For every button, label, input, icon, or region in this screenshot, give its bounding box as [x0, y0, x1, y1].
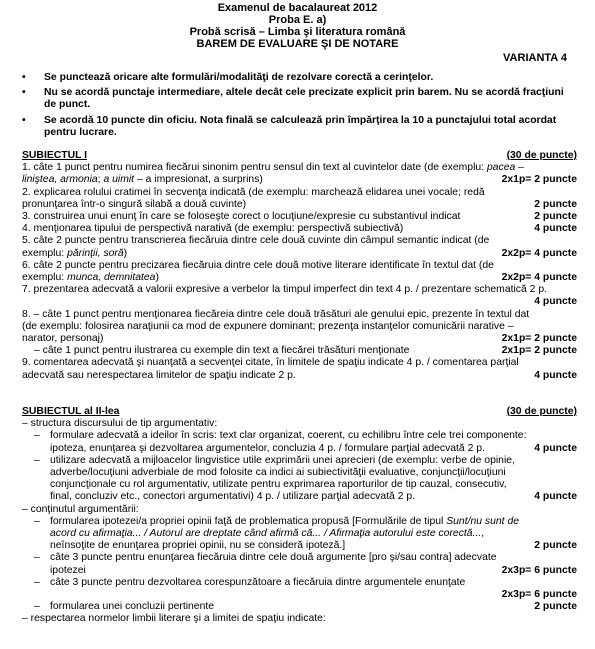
- rule-item: • Se acordă 10 puncte din oficiu. Nota finală se calculează prin împărţirea la 10 a punctajului total acordat pentru lucrare.: [22, 114, 557, 138]
- item-8: 8. – câte 1 punct pentru menţionarea fiecăreia dintre cele două trăsături ale genului epic, prezente în textul dat: [22, 308, 530, 320]
- criterion-item: – formularea unei concluzii pertinente 2 puncte: [34, 601, 577, 613]
- item-4: 4. menţionarea tipului de perspectivă narativă (de exemplu: perspectivă subiectivă) 4 puncte: [22, 223, 577, 235]
- criterion-item: – formularea ipotezei/a propriei opinii faţă de problematica propusă [Formulările de tipul Sunt/nu sunt de: [34, 515, 520, 527]
- item-6: 6. câte 2 puncte pentru precizarea fiecăruia dintre cele două motive literare identificate în textul dat (de: [22, 259, 494, 271]
- item-5: 5. câte 2 puncte pentru transcrierea fiecăruia dintre cele două cuvinte din câmpul semantic indicat (de: [22, 235, 490, 247]
- item-1-cont: liniştea, armonia; a uimit – a impresionat, a surprins) 2x1p= 2 puncte: [22, 174, 577, 186]
- exam-barem-title: BAREM DE EVALUARE ŞI DE NOTARE: [196, 38, 399, 50]
- criterion-content: – conţinutul argumentării:: [22, 503, 139, 515]
- exam-proba: Proba E. a): [268, 14, 327, 26]
- exam-subject: Probă scrisă – Limba şi literatura română: [189, 26, 406, 38]
- criterion-item: – câte 3 puncte pentru enunţarea fiecăruia dintre cele două argumente [pro şi/sau contra] adecvate: [34, 552, 497, 564]
- section-heading: SUBIECTUL al II-lea (30 de puncte): [22, 406, 577, 417]
- rule-item: • Nu se acordă punctaje intermediare, altele decât cele precizate explicit prin barem. Nu se acordă fracţiuni de punct.: [22, 87, 564, 111]
- bullet-icon: •: [22, 72, 26, 83]
- item-8-cont2: narator, personaj) 2x1p= 2 puncte: [22, 333, 577, 345]
- general-rules-list: [22, 72, 577, 142]
- item-5-cont: exemplu: părinţii, soră) 2x2p= 4 puncte: [22, 247, 577, 259]
- item-6-cont: exemplu: munca, demnitatea) 2x2p= 4 puncte: [22, 272, 577, 284]
- document-header: [0, 2, 595, 50]
- criterion-language: – respectarea normelor limbii literare şi a limitei de spaţiu indicate:: [22, 613, 326, 625]
- item-3: 3. construirea unui enunţ în care se foloseşte corect o locuţiune/expresie cu substantivul indicat 2 puncte: [22, 211, 577, 223]
- criterion-item-cont: neînsoţite de enunţarea propriei opinii, nu se consideră ipoteză.] 2 puncte: [50, 540, 577, 552]
- criterion-item: – utilizare adecvată a mijloacelor lingvistice utile exprimării unei aprecieri (de exemplu: verbe de opinie,: [34, 454, 515, 466]
- item-2: 2. explicarea rolului cratimei în secvenţa indicată (de exemplu: marchează elidarea unei vocale; redă: [22, 186, 485, 198]
- criterion-item-cont: adverbe/locuţiuni adverbiale de mod folosite ca indici ai subiectivităţii evaluative, conjuncţii/locuţiuni: [50, 467, 506, 479]
- item-8-sub: – câte 1 punct pentru ilustrarea cu exemple din text a fiecărei trăsături menţionate 2x1p= 2 puncte: [34, 345, 577, 357]
- criterion-item-points: 2x3p= 6 puncte: [501, 589, 577, 601]
- rule-item: • Se punctează oricare alte formulări/modalităţi de rezolvare corectă a cerinţelor.: [22, 72, 434, 83]
- section-subject-1: [22, 150, 577, 382]
- criterion-item-cont: acord cu afirmaţia... / Autorul are dreptate când afirmă că... / Afirmaţia autorului este corectă...,: [50, 528, 485, 540]
- variant-label: VARIANTA 4: [503, 52, 567, 64]
- criterion-item: – câte 3 puncte pentru dezvoltarea corespunzătoare a fiecăruia dintre argumentele enunţate: [34, 576, 466, 588]
- bullet-icon: •: [22, 114, 26, 126]
- item-2-cont: pronunţarea într-o singură silabă a douǎ cuvinte) 2 puncte: [22, 198, 577, 210]
- item-8-cont: (de exemplu: folosirea naraţiunii ca mod de expunere dominant; prezenţa instanţelor comunicării narative –: [22, 320, 514, 332]
- bullet-icon: •: [22, 87, 26, 99]
- item-9-cont: adecvată sau nerespectarea limitelor de spaţiu indicate 2 p. 4 puncte: [22, 369, 577, 381]
- criterion-item-cont: ipotezei 2x3p= 6 puncte: [50, 564, 577, 576]
- item-7-points: 4 puncte: [534, 296, 577, 308]
- criterion-item: – formulare adecvată a ideilor în scris: text clar organizat, coerent, cu echilibru între cele trei componente:: [34, 430, 527, 442]
- criterion-structure: – structura discursului de tip argumentativ:: [22, 418, 218, 430]
- section-subject-2: [22, 406, 577, 626]
- section-heading: SUBIECTUL I (30 de puncte): [22, 150, 577, 161]
- criterion-item-cont: ipoteza, enunţarea şi dezvoltarea argumentelor, concluzia 4 p. / formulare parţial adecvată 2 p. 4 puncte: [50, 442, 577, 454]
- item-7: 7. prezentarea adecvată a valorii expresive a verbelor la timpul imperfect din text 4 p. / prezentare schematică 2 p.: [22, 284, 547, 296]
- item-1: 1. câte 1 punct pentru numirea fiecărui sinonim pentru sensul din text al cuvintelor date (de exemplu: pacea –: [22, 162, 524, 174]
- criterion-item-cont: final, concluziv etc., conectori argumentativi) 4 p. / utilizare parţial adecvată 2 p. 4 puncte: [50, 491, 577, 503]
- criterion-item-cont: conjuncţionale cu rol argumentativ, utilizate pentru exprimarea raporturilor de tip cauzal, consecutiv,: [50, 479, 507, 491]
- item-9: 9. comentarea adecvată şi nuanţată a secvenţei citate, în limitele de spaţiu indicate 4 p. / comentarea parţial: [22, 357, 519, 369]
- exam-title: Examenul de bacalaureat 2012: [217, 2, 378, 14]
